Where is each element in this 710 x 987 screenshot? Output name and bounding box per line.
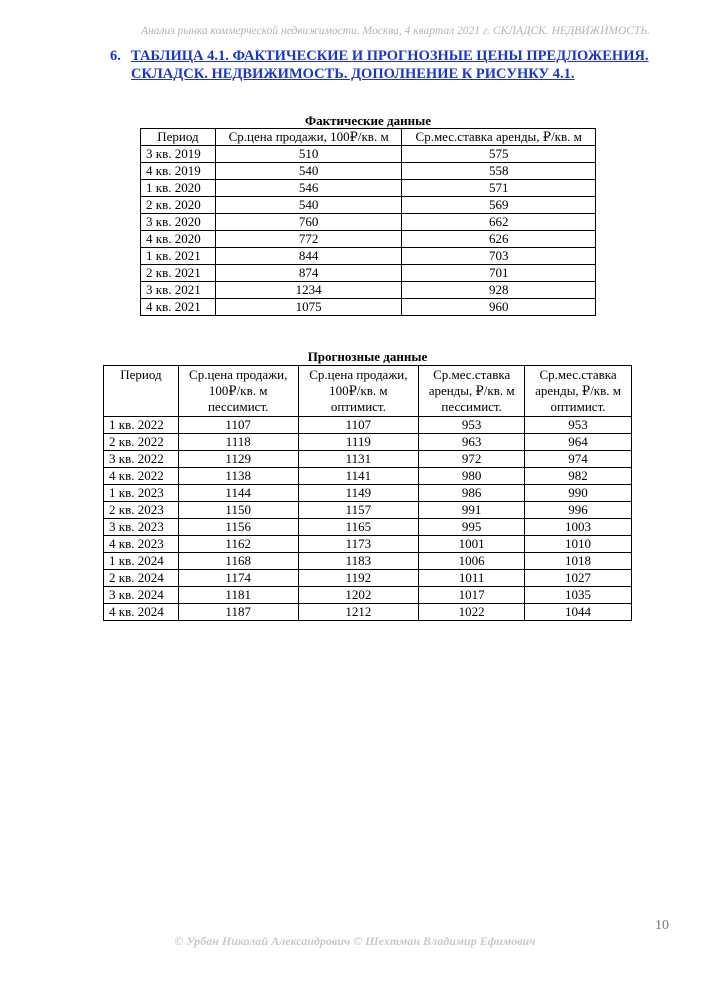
value-cell: 953 <box>525 417 632 434</box>
value-cell: 972 <box>419 451 525 468</box>
table-row <box>104 502 632 519</box>
value-cell: 575 <box>402 146 596 163</box>
column-header: Ср.мес.ставка аренды, ₽/кв. м <box>402 129 596 146</box>
table-row <box>104 553 632 570</box>
value-cell: 701 <box>402 265 596 282</box>
table-header-row <box>141 129 596 146</box>
value-cell: 1107 <box>298 417 419 434</box>
value-cell: 1018 <box>525 553 632 570</box>
value-cell: 1006 <box>419 553 525 570</box>
table-row <box>141 197 596 214</box>
table-row <box>141 231 596 248</box>
value-cell: 982 <box>525 468 632 485</box>
table-row <box>104 570 632 587</box>
table-row <box>141 299 596 316</box>
table-row <box>104 604 632 621</box>
period-cell: 2 кв. 2021 <box>141 265 216 282</box>
period-cell: 1 кв. 2022 <box>104 417 179 434</box>
value-cell: 1202 <box>298 587 419 604</box>
period-cell: 1 кв. 2021 <box>141 248 216 265</box>
table-row <box>104 536 632 553</box>
value-cell: 1131 <box>298 451 419 468</box>
table-row <box>141 265 596 282</box>
period-cell: 4 кв. 2022 <box>104 468 179 485</box>
table-row <box>104 417 632 434</box>
value-cell: 1017 <box>419 587 525 604</box>
table-row <box>141 180 596 197</box>
value-cell: 1174 <box>178 570 298 587</box>
table-row <box>104 485 632 502</box>
period-cell: 2 кв. 2023 <box>104 502 179 519</box>
value-cell: 772 <box>215 231 402 248</box>
period-cell: 1 кв. 2024 <box>104 553 179 570</box>
value-cell: 1075 <box>215 299 402 316</box>
period-cell: 1 кв. 2023 <box>104 485 179 502</box>
value-cell: 1149 <box>298 485 419 502</box>
period-cell: 3 кв. 2021 <box>141 282 216 299</box>
section-title: ТАБЛИЦА 4.1. ФАКТИЧЕСКИЕ И ПРОГНОЗНЫЕ ЦЕНЫ ПРЕДЛОЖЕНИЯ. СКЛАДСК. НЕДВИЖИМОСТЬ. ДОПОЛНЕНИЕ К РИСУНКУ 4.1. <box>131 48 649 82</box>
value-cell: 1183 <box>298 553 419 570</box>
value-cell: 569 <box>402 197 596 214</box>
column-header: Ср.цена продажи, 100₽/кв. м пессимист. <box>178 366 298 417</box>
value-cell: 1181 <box>178 587 298 604</box>
column-header: Ср.мес.ставка аренды, ₽/кв. м пессимист. <box>419 366 525 417</box>
value-cell: 1168 <box>178 553 298 570</box>
value-cell: 990 <box>525 485 632 502</box>
value-cell: 1162 <box>178 536 298 553</box>
period-cell: 4 кв. 2019 <box>141 163 216 180</box>
value-cell: 974 <box>525 451 632 468</box>
value-cell: 996 <box>525 502 632 519</box>
value-cell: 1156 <box>178 519 298 536</box>
period-cell: 1 кв. 2020 <box>141 180 216 197</box>
value-cell: 558 <box>402 163 596 180</box>
table-row <box>141 214 596 231</box>
value-cell: 964 <box>525 434 632 451</box>
value-cell: 960 <box>402 299 596 316</box>
value-cell: 963 <box>419 434 525 451</box>
value-cell: 986 <box>419 485 525 502</box>
section-number: 6. <box>110 48 121 64</box>
value-cell: 1035 <box>525 587 632 604</box>
period-cell: 2 кв. 2022 <box>104 434 179 451</box>
table-row <box>104 519 632 536</box>
value-cell: 1138 <box>178 468 298 485</box>
value-cell: 1001 <box>419 536 525 553</box>
column-header: Ср.цена продажи, 100₽/кв. м <box>215 129 402 146</box>
value-cell: 1165 <box>298 519 419 536</box>
value-cell: 1118 <box>178 434 298 451</box>
value-cell: 540 <box>215 197 402 214</box>
value-cell: 662 <box>402 214 596 231</box>
page-number: 10 <box>655 918 669 933</box>
value-cell: 510 <box>215 146 402 163</box>
value-cell: 1150 <box>178 502 298 519</box>
value-cell: 1010 <box>525 536 632 553</box>
value-cell: 991 <box>419 502 525 519</box>
value-cell: 1234 <box>215 282 402 299</box>
table-row <box>141 248 596 265</box>
period-cell: 3 кв. 2024 <box>104 587 179 604</box>
forecast-data-table <box>103 365 632 621</box>
value-cell: 571 <box>402 180 596 197</box>
table-row <box>104 451 632 468</box>
table-row <box>141 282 596 299</box>
period-cell: 4 кв. 2021 <box>141 299 216 316</box>
value-cell: 995 <box>419 519 525 536</box>
forecast-table-caption: Прогнозные данные <box>307 349 428 364</box>
period-cell: 3 кв. 2023 <box>104 519 179 536</box>
value-cell: 760 <box>215 214 402 231</box>
period-cell: 3 кв. 2020 <box>141 214 216 231</box>
value-cell: 1003 <box>525 519 632 536</box>
value-cell: 1129 <box>178 451 298 468</box>
value-cell: 546 <box>215 180 402 197</box>
value-cell: 1187 <box>178 604 298 621</box>
running-header: Анализ рынка коммерческой недвижимости. Москва, 4 квартал 2021 г. СКЛАДСК. НЕДВИЖИМОСТЬ. <box>140 25 650 37</box>
value-cell: 1144 <box>178 485 298 502</box>
value-cell: 626 <box>402 231 596 248</box>
period-cell: 4 кв. 2024 <box>104 604 179 621</box>
section-heading <box>110 47 670 83</box>
value-cell: 1173 <box>298 536 419 553</box>
period-cell: 2 кв. 2020 <box>141 197 216 214</box>
table-row <box>104 468 632 485</box>
value-cell: 1192 <box>298 570 419 587</box>
value-cell: 953 <box>419 417 525 434</box>
footer-copyright: © Урбан Николай Александрович © Шехтман Владимир Ефимович <box>174 934 536 948</box>
period-cell: 2 кв. 2024 <box>104 570 179 587</box>
value-cell: 1212 <box>298 604 419 621</box>
table-row <box>141 163 596 180</box>
value-cell: 844 <box>215 248 402 265</box>
table-row <box>104 434 632 451</box>
period-cell: 3 кв. 2019 <box>141 146 216 163</box>
table-row <box>104 587 632 604</box>
table-header-row <box>104 366 632 417</box>
value-cell: 1141 <box>298 468 419 485</box>
value-cell: 1157 <box>298 502 419 519</box>
table-row <box>141 146 596 163</box>
value-cell: 980 <box>419 468 525 485</box>
value-cell: 703 <box>402 248 596 265</box>
column-header: Ср.мес.ставка аренды, ₽/кв. м оптимист. <box>525 366 632 417</box>
value-cell: 1027 <box>525 570 632 587</box>
value-cell: 1044 <box>525 604 632 621</box>
value-cell: 540 <box>215 163 402 180</box>
column-header: Период <box>104 366 179 417</box>
actual-data-table <box>140 128 596 316</box>
period-cell: 4 кв. 2020 <box>141 231 216 248</box>
value-cell: 874 <box>215 265 402 282</box>
column-header: Период <box>141 129 216 146</box>
actual-table-caption: Фактические данные <box>304 113 432 128</box>
period-cell: 4 кв. 2023 <box>104 536 179 553</box>
column-header: Ср.цена продажи, 100₽/кв. м оптимист. <box>298 366 419 417</box>
period-cell: 3 кв. 2022 <box>104 451 179 468</box>
value-cell: 1119 <box>298 434 419 451</box>
value-cell: 1011 <box>419 570 525 587</box>
value-cell: 1022 <box>419 604 525 621</box>
value-cell: 1107 <box>178 417 298 434</box>
value-cell: 928 <box>402 282 596 299</box>
